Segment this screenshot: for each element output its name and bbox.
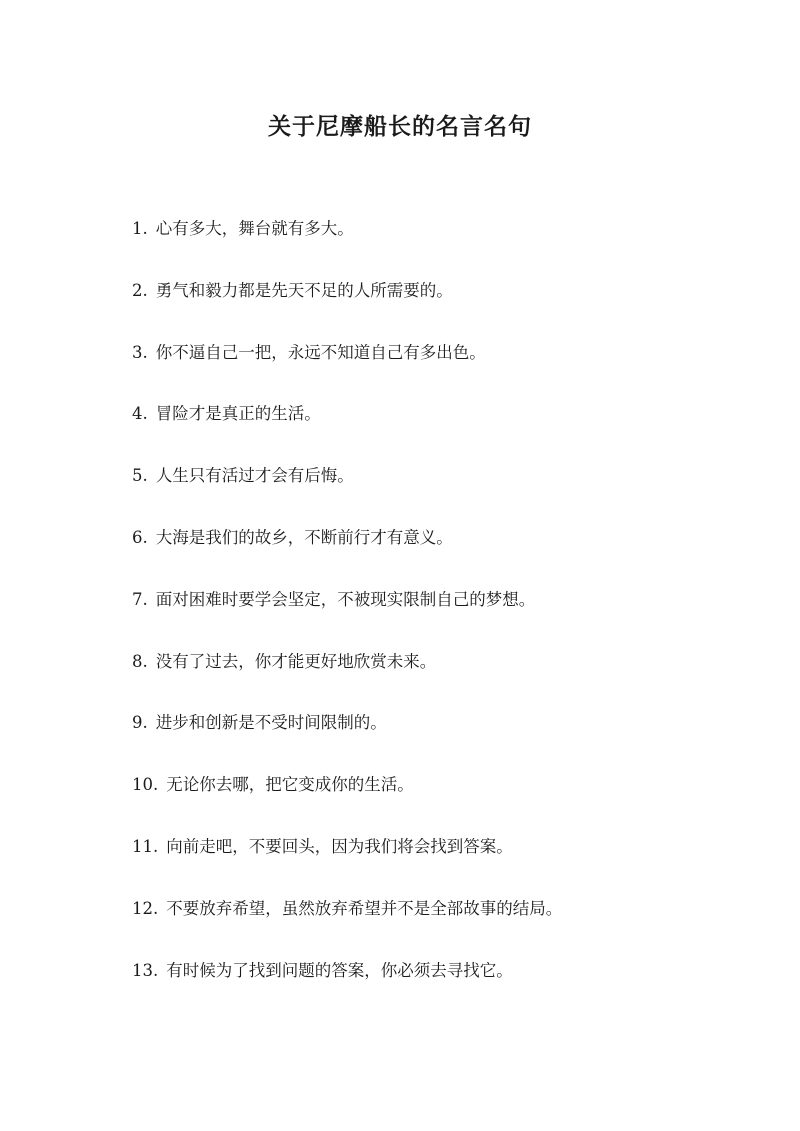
- quote-number: 5.: [132, 466, 148, 486]
- page-title: 关于尼摩船长的名言名句: [268, 113, 532, 141]
- list-item: [132, 585, 752, 647]
- quote-text: 进步和创新是不受时间限制的。: [155, 713, 387, 733]
- quote-number: 10.: [132, 775, 159, 795]
- list-item: [132, 956, 752, 1018]
- quote-text: 无论你去哪，把它变成你的生活。: [166, 775, 414, 795]
- quote-number: 4.: [132, 404, 148, 424]
- quote-number: 3.: [132, 342, 148, 362]
- list-item: [132, 708, 752, 770]
- quote-text: 不要放弃希望，虽然放弃希望并不是全部故事的结局。: [166, 898, 563, 918]
- quote-number: 7.: [132, 589, 148, 609]
- quote-text: 向前走吧，不要回头，因为我们将会找到答案。: [166, 836, 513, 856]
- quote-number: 13.: [132, 960, 159, 980]
- list-item: [132, 399, 752, 461]
- quote-number: 6.: [132, 527, 148, 547]
- quote-number: 1.: [132, 219, 148, 238]
- quote-text: 你不逼自己一把，永远不知道自己有多出色。: [155, 342, 486, 362]
- quote-text: 没有了过去，你才能更好地欣赏未来。: [155, 651, 437, 671]
- quote-text: 心有多大，舞台就有多大。: [155, 219, 354, 238]
- quote-text: 勇气和毅力都是先天不足的人所需要的。: [155, 280, 453, 300]
- quote-text: 面对困难时要学会坚定，不被现实限制自己的梦想。: [155, 589, 536, 609]
- list-item: [132, 770, 752, 832]
- quote-text: 有时候为了找到问题的答案，你必须去寻找它。: [166, 960, 513, 980]
- list-item: [132, 523, 752, 585]
- list-item: [132, 461, 752, 523]
- list-item: [132, 338, 752, 400]
- list-item: [132, 832, 752, 894]
- list-item: [132, 647, 752, 709]
- quote-number: 9.: [132, 713, 148, 733]
- list-item: [132, 214, 752, 276]
- quote-text: 大海是我们的故乡，不断前行才有意义。: [155, 527, 453, 547]
- quote-number: 12.: [132, 898, 159, 918]
- quote-text: 冒险才是真正的生活。: [155, 404, 321, 424]
- quote-number: 2.: [132, 280, 148, 300]
- list-item: [132, 276, 752, 338]
- quote-number: 8.: [132, 651, 148, 671]
- quote-text: 人生只有活过才会有后悔。: [155, 466, 354, 486]
- quote-number: 11.: [132, 836, 159, 856]
- list-item: [132, 894, 752, 956]
- quote-list: [132, 214, 752, 1017]
